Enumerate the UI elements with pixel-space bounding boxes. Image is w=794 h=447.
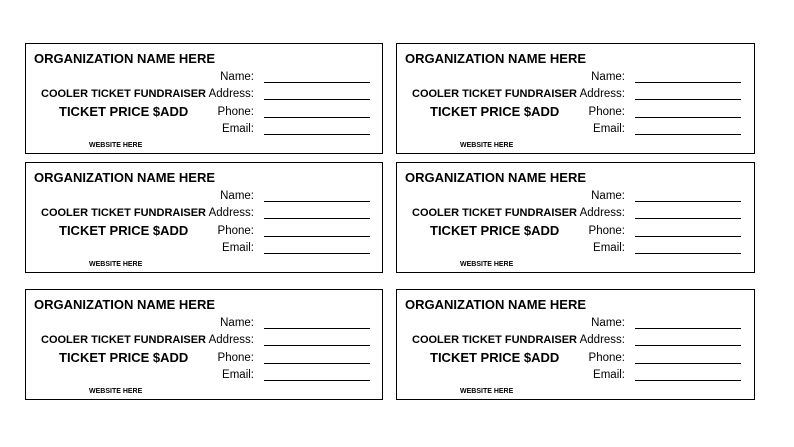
name-field bbox=[577, 70, 742, 86]
name-field bbox=[206, 316, 371, 332]
name-blank-line[interactable] bbox=[635, 201, 741, 202]
address-blank-line[interactable] bbox=[264, 218, 370, 219]
ticket-price: TICKET PRICE $ADD bbox=[430, 104, 560, 119]
address-blank-line[interactable] bbox=[264, 345, 370, 346]
email-label: Email: bbox=[593, 123, 625, 135]
ticket-price: TICKET PRICE $ADD bbox=[59, 223, 189, 238]
address-label: Address: bbox=[579, 334, 625, 346]
email-label: Email: bbox=[222, 242, 254, 254]
organization-name: ORGANIZATION NAME HERE bbox=[34, 297, 216, 312]
name-blank-line[interactable] bbox=[264, 82, 370, 83]
name-label: Name: bbox=[220, 71, 254, 83]
organization-name: ORGANIZATION NAME HERE bbox=[405, 297, 587, 312]
email-blank-line[interactable] bbox=[264, 380, 370, 381]
email-blank-line[interactable] bbox=[635, 380, 741, 381]
name-field bbox=[577, 316, 742, 332]
ticket-price: TICKET PRICE $ADD bbox=[430, 223, 560, 238]
address-field bbox=[577, 87, 742, 103]
phone-blank-line[interactable] bbox=[264, 117, 370, 118]
organization-name: ORGANIZATION NAME HERE bbox=[405, 51, 587, 66]
name-blank-line[interactable] bbox=[635, 328, 741, 329]
website-text: WEBSITE HERE bbox=[89, 388, 143, 395]
email-blank-line[interactable] bbox=[264, 253, 370, 254]
email-label: Email: bbox=[593, 242, 625, 254]
email-field bbox=[206, 122, 371, 138]
raffle-ticket bbox=[396, 162, 755, 273]
name-blank-line[interactable] bbox=[635, 82, 741, 83]
phone-field bbox=[206, 224, 371, 240]
website-text: WEBSITE HERE bbox=[89, 142, 143, 149]
address-blank-line[interactable] bbox=[635, 345, 741, 346]
address-field bbox=[206, 333, 371, 349]
email-blank-line[interactable] bbox=[635, 253, 741, 254]
raffle-ticket bbox=[396, 43, 755, 154]
organization-name: ORGANIZATION NAME HERE bbox=[34, 51, 216, 66]
address-field bbox=[206, 206, 371, 222]
email-blank-line[interactable] bbox=[264, 134, 370, 135]
address-blank-line[interactable] bbox=[635, 99, 741, 100]
phone-blank-line[interactable] bbox=[635, 236, 741, 237]
phone-label: Phone: bbox=[217, 106, 254, 118]
fundraiser-title: COOLER TICKET FUNDRAISER bbox=[412, 207, 577, 219]
email-label: Email: bbox=[593, 369, 625, 381]
fundraiser-title: COOLER TICKET FUNDRAISER bbox=[412, 334, 577, 346]
email-field bbox=[577, 241, 742, 257]
address-blank-line[interactable] bbox=[264, 99, 370, 100]
phone-blank-line[interactable] bbox=[635, 117, 741, 118]
ticket-price: TICKET PRICE $ADD bbox=[59, 350, 189, 365]
fundraiser-title: COOLER TICKET FUNDRAISER bbox=[41, 334, 206, 346]
ticket-price: TICKET PRICE $ADD bbox=[430, 350, 560, 365]
address-label: Address: bbox=[579, 88, 625, 100]
raffle-ticket bbox=[25, 162, 383, 273]
phone-field bbox=[206, 351, 371, 367]
phone-field bbox=[577, 224, 742, 240]
name-field bbox=[206, 70, 371, 86]
email-field bbox=[206, 368, 371, 384]
email-field bbox=[577, 368, 742, 384]
name-field bbox=[577, 189, 742, 205]
name-label: Name: bbox=[220, 317, 254, 329]
address-label: Address: bbox=[208, 88, 254, 100]
ticket-price: TICKET PRICE $ADD bbox=[59, 104, 189, 119]
website-text: WEBSITE HERE bbox=[460, 261, 514, 268]
raffle-ticket bbox=[25, 289, 383, 400]
phone-label: Phone: bbox=[588, 106, 625, 118]
phone-blank-line[interactable] bbox=[264, 236, 370, 237]
phone-field bbox=[206, 105, 371, 121]
address-field bbox=[206, 87, 371, 103]
address-field bbox=[577, 206, 742, 222]
email-label: Email: bbox=[222, 369, 254, 381]
address-field bbox=[577, 333, 742, 349]
phone-blank-line[interactable] bbox=[264, 363, 370, 364]
address-blank-line[interactable] bbox=[635, 218, 741, 219]
website-text: WEBSITE HERE bbox=[460, 142, 514, 149]
email-field bbox=[206, 241, 371, 257]
address-label: Address: bbox=[579, 207, 625, 219]
address-label: Address: bbox=[208, 207, 254, 219]
phone-label: Phone: bbox=[217, 225, 254, 237]
name-field bbox=[206, 189, 371, 205]
phone-field bbox=[577, 351, 742, 367]
email-blank-line[interactable] bbox=[635, 134, 741, 135]
name-label: Name: bbox=[591, 71, 625, 83]
email-label: Email: bbox=[222, 123, 254, 135]
name-label: Name: bbox=[220, 190, 254, 202]
organization-name: ORGANIZATION NAME HERE bbox=[405, 170, 587, 185]
website-text: WEBSITE HERE bbox=[89, 261, 143, 268]
address-label: Address: bbox=[208, 334, 254, 346]
phone-field bbox=[577, 105, 742, 121]
name-label: Name: bbox=[591, 190, 625, 202]
name-label: Name: bbox=[591, 317, 625, 329]
name-blank-line[interactable] bbox=[264, 328, 370, 329]
website-text: WEBSITE HERE bbox=[460, 388, 514, 395]
email-field bbox=[577, 122, 742, 138]
fundraiser-title: COOLER TICKET FUNDRAISER bbox=[41, 207, 206, 219]
phone-label: Phone: bbox=[588, 352, 625, 364]
phone-label: Phone: bbox=[217, 352, 254, 364]
organization-name: ORGANIZATION NAME HERE bbox=[34, 170, 216, 185]
raffle-ticket bbox=[25, 43, 383, 154]
fundraiser-title: COOLER TICKET FUNDRAISER bbox=[412, 88, 577, 100]
phone-blank-line[interactable] bbox=[635, 363, 741, 364]
name-blank-line[interactable] bbox=[264, 201, 370, 202]
raffle-ticket bbox=[396, 289, 755, 400]
phone-label: Phone: bbox=[588, 225, 625, 237]
fundraiser-title: COOLER TICKET FUNDRAISER bbox=[41, 88, 206, 100]
